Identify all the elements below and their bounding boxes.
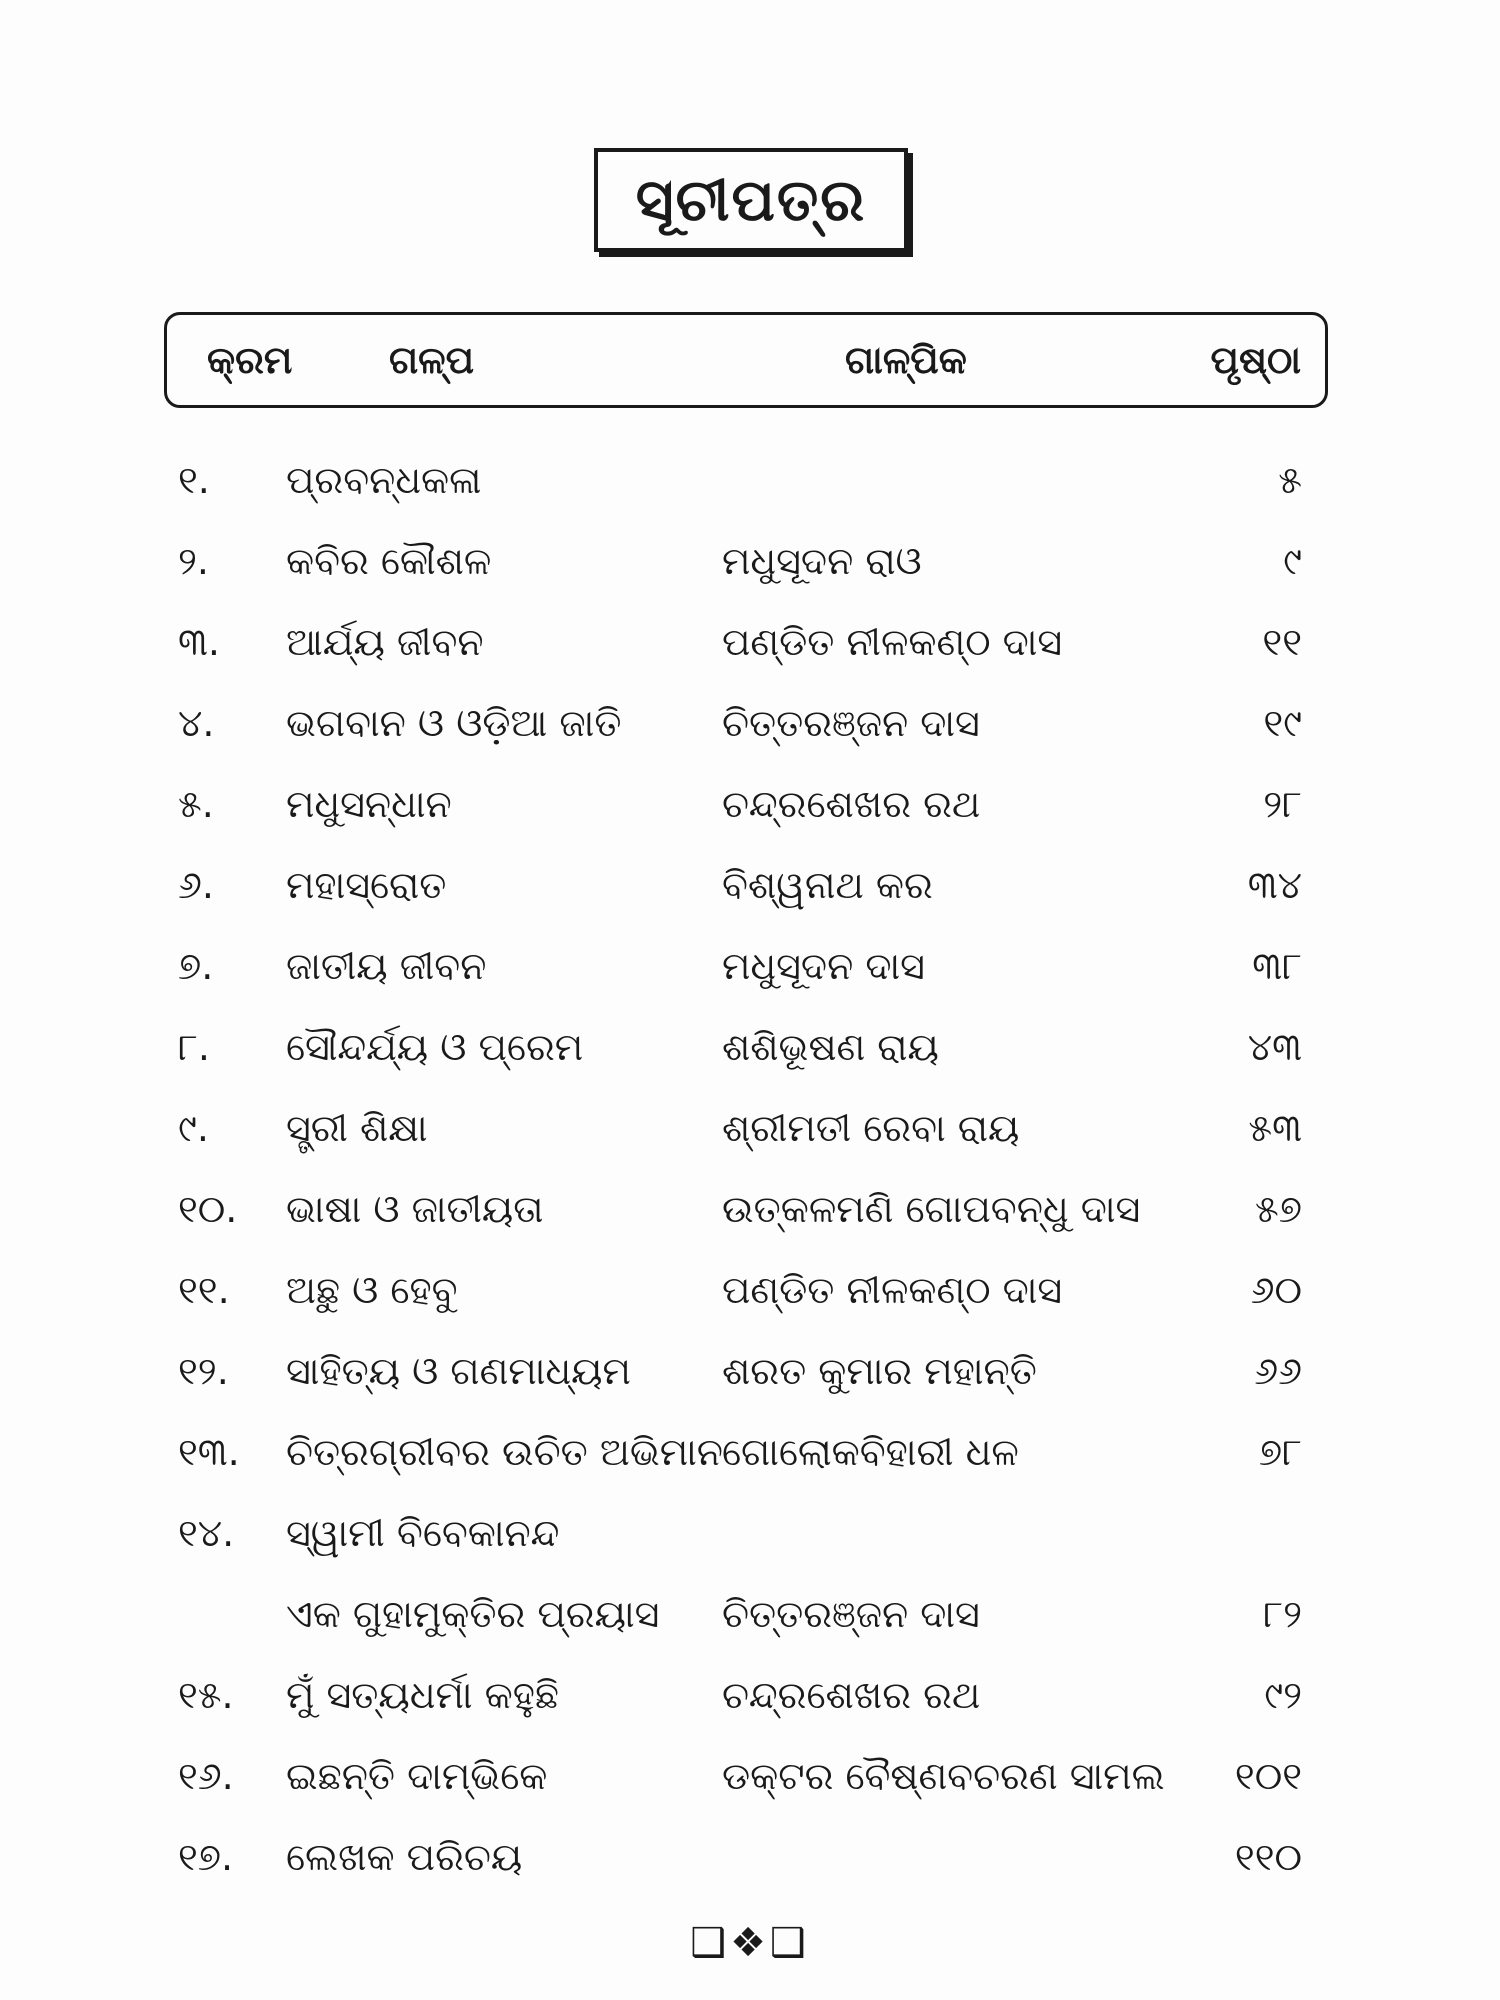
entry-page: ୫ — [1278, 458, 1302, 502]
entry-author: ଶଶିଭୂଷଣ ରାୟ — [722, 1025, 939, 1069]
entry-author: ଚିତ୍ତରଞ୍ଜନ ଦାସ — [722, 701, 980, 745]
toc-row — [0, 1736, 1500, 1816]
header-page: ପୃଷ୍ଠା — [1210, 338, 1301, 382]
entry-title: କବିର କୌଶଳ — [286, 539, 492, 583]
entry-title: ଭାଷା ଓ ଜାତୀୟତା — [286, 1187, 544, 1231]
entry-author: ପଣ୍ଡିତ ନୀଳକଣ୍ଠ ଦାସ — [722, 1268, 1063, 1312]
toc-row — [0, 1331, 1500, 1411]
toc-row — [0, 1817, 1500, 1897]
title-box — [594, 148, 908, 252]
entry-number: ୧୩. — [178, 1430, 240, 1474]
entry-number: ୧୬. — [178, 1754, 234, 1798]
entry-page: ୪୩ — [1247, 1025, 1302, 1069]
entry-number: ୫. — [178, 782, 214, 826]
entry-title: ସ୍ୱାମୀ ବିବେକାନନ୍ଦ — [286, 1511, 560, 1555]
entry-number: ୧୦. — [178, 1187, 238, 1231]
entry-title: ମୁଁ ସତ୍ୟଧର୍ମା କହୁଛି — [286, 1673, 559, 1717]
entry-number: ୨. — [178, 539, 210, 583]
entry-page: ୬୬ — [1254, 1349, 1302, 1393]
toc-row — [0, 440, 1500, 520]
entry-author: ବିଶ୍ୱନାଥ କର — [722, 863, 933, 907]
page-title: ସୂଚୀପତ୍ର — [635, 165, 867, 234]
toc-row — [0, 764, 1500, 844]
toc-row — [0, 1574, 1500, 1654]
header-story: ଗଳ୍ପ — [389, 338, 475, 382]
entry-page: ୩୪ — [1247, 863, 1302, 907]
table-header — [164, 312, 1328, 408]
entry-number: ୧୨. — [178, 1349, 229, 1393]
footer-ornament: ❑❖❑ — [690, 1920, 810, 1966]
entry-number: ୮. — [178, 1025, 210, 1069]
entry-page: ୨୮ — [1263, 782, 1302, 826]
toc-row — [0, 602, 1500, 682]
entry-author: ମଧୁସୂଦନ ଦାସ — [722, 944, 925, 988]
entry-number: ୬. — [178, 863, 214, 907]
entry-page: ୭୮ — [1258, 1430, 1302, 1474]
entry-author: ମଧୁସୂଦନ ରାଓ — [722, 539, 922, 583]
entry-author: ଚନ୍ଦ୍ରଶେଖର ରଥ — [722, 782, 981, 826]
entry-page: ୧୧୦ — [1234, 1835, 1302, 1879]
entry-author: ଡକ୍ଟର ବୈଷ୍ଣବଚରଣ ସାମଲ — [722, 1754, 1165, 1798]
toc-row — [0, 1088, 1500, 1168]
toc-row — [0, 1250, 1500, 1330]
header-author: ଗାଳ୍ପିକ — [845, 338, 967, 382]
entry-title: ସାହିତ୍ୟ ଓ ଗଣମାଧ୍ୟମ — [286, 1349, 631, 1393]
entry-number: ୧୭. — [178, 1835, 234, 1879]
entry-number: ୭. — [178, 944, 214, 988]
entry-number: ୩. — [178, 620, 220, 664]
entry-author: ପଣ୍ଡିତ ନୀଳକଣ୍ଠ ଦାସ — [722, 620, 1063, 664]
toc-row — [0, 1169, 1500, 1249]
entry-page: ୧୯ — [1263, 701, 1302, 745]
entry-page: ୯୨ — [1264, 1673, 1302, 1717]
entry-number: ୪. — [178, 701, 215, 745]
entry-author: ଗୋଲୋକବିହାରୀ ଧଳ — [722, 1430, 1019, 1474]
entry-page: ୫୭ — [1255, 1187, 1302, 1231]
entry-page: ୧୧ — [1262, 620, 1302, 664]
entry-page: ୯ — [1283, 539, 1302, 583]
toc-row — [0, 1007, 1500, 1087]
entry-number: ୧. — [178, 458, 210, 502]
entry-title: ସ୍ତ୍ରୀ ଶିକ୍ଷା — [286, 1106, 428, 1150]
entry-title: ଆର୍ଯ୍ୟ ଜୀବନ — [286, 620, 484, 664]
entry-title: ମଧୁସନ୍ଧାନ — [286, 782, 452, 826]
entry-author: ଉତ୍କଳମଣି ଗୋପବନ୍ଧୁ ଦାସ — [722, 1187, 1141, 1231]
entry-title: ସୌନ୍ଦର୍ଯ୍ୟ ଓ ପ୍ରେମ — [286, 1025, 584, 1069]
entry-page: ୩୮ — [1252, 944, 1302, 988]
entry-number: ୧୪. — [178, 1511, 235, 1555]
entry-title: ଏକ ଗୁହାମୁକ୍ତିର ପ୍ରୟାସ — [286, 1592, 660, 1636]
entry-title: ଭଗବାନ ଓ ଓଡ଼ିଆ ଜାତି — [286, 701, 622, 745]
entry-number: ୯. — [178, 1106, 209, 1150]
entry-author: ଚିତ୍ତରଞ୍ଜନ ଦାସ — [722, 1592, 980, 1636]
entry-title: ଇଛନ୍ତି ଦାମ୍ଭିକେ — [286, 1754, 548, 1798]
entry-title: ମହାସ୍ରୋତ — [286, 863, 447, 907]
header-serial: କ୍ରମ — [207, 338, 293, 382]
toc-row — [0, 1655, 1500, 1735]
entry-title: ଚିତ୍ରଗ୍ରୀବର ଉଚିତ ଅଭିମାନ — [286, 1430, 723, 1474]
entry-number: ୧୧. — [178, 1268, 230, 1312]
entry-title: ଲେଖକ ପରିଚୟ — [286, 1835, 523, 1879]
entry-page: ୫୩ — [1248, 1106, 1302, 1150]
toc-row — [0, 1493, 1500, 1573]
entry-number: ୧୫. — [178, 1673, 234, 1717]
toc-row — [0, 521, 1500, 601]
entry-page: ୬୦ — [1250, 1268, 1302, 1312]
toc-row — [0, 926, 1500, 1006]
entry-title: ଅଛୁ ଓ ହେବୁ — [286, 1268, 458, 1312]
toc-row — [0, 683, 1500, 763]
entry-title: ପ୍ରବନ୍ଧକଳା — [286, 458, 482, 502]
toc-row — [0, 1412, 1500, 1492]
entry-author: ଶରତ କୁମାର ମହାନ୍ତି — [722, 1349, 1037, 1393]
entry-author: ଚନ୍ଦ୍ରଶେଖର ରଥ — [722, 1673, 981, 1717]
toc-row — [0, 845, 1500, 925]
entry-title: ଜାତୀୟ ଜୀବନ — [286, 944, 487, 988]
entry-author: ଶ୍ରୀମତୀ ରେବା ରାୟ — [722, 1106, 1020, 1150]
entry-page: ୧୦୧ — [1234, 1754, 1302, 1798]
entry-page: ୮୨ — [1263, 1592, 1302, 1636]
